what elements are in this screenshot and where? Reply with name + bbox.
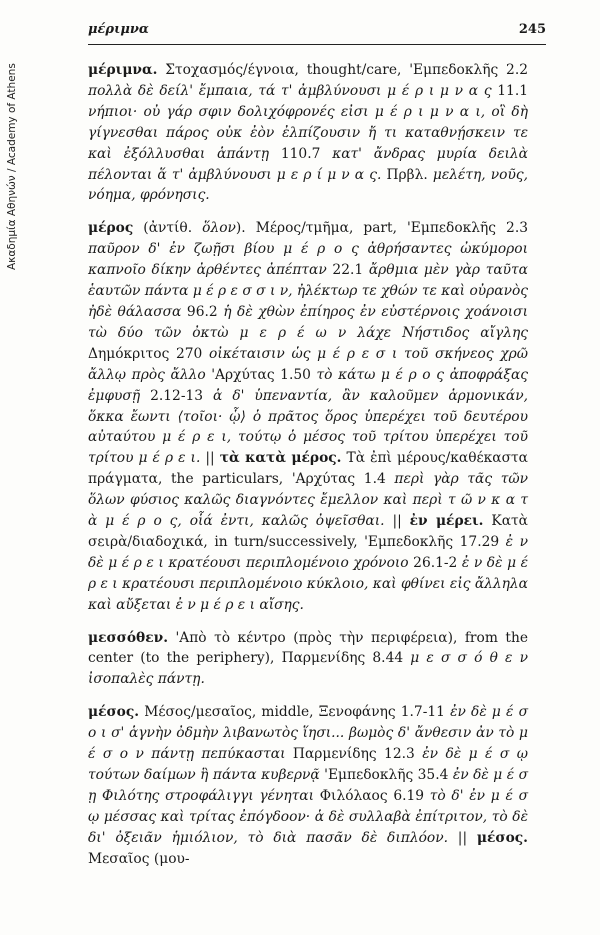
quotation-text: ἐν δὲ μ έ σ ο ι σ' ἁγνὴν ὀδμὴν λιβανωτὸς ἵησι... βωμὸς δ' ἄνθεσιν ἀν τὸ μ έ σ ο ν πάντῃ πεπύκασται [88,704,528,763]
entries-column [88,60,528,882]
entry-text: 26.1-2 [408,554,462,571]
quotation-text: μ ε σ σ ό θ ε ν ἰσοπαλὲς πάντῃ. [88,650,528,688]
entry-text: || [384,513,410,530]
entry-text: 22.1 [326,262,369,279]
entry-text: Παρμενίδης 12.3 [285,746,423,763]
running-head-word: μέριμνα [88,22,149,37]
quotation-text: οἰκέταισιν ὡς μ έ ρ ε σ ι τοῦ σκήνεος χρῶ ἄλλῳ πρὸς ἄλλο [88,345,528,383]
quotation-text: ὅλον [202,220,236,237]
entry-headword: μέσος. [88,704,140,721]
entry-text: 2.12-13 [140,387,214,404]
header-rule [88,44,546,45]
dictionary-entry [88,702,528,869]
quotation-text: μελέτη, νοῦς, νόημα, φρόνησις. [88,166,528,204]
entry-text: Πρβλ. [381,166,433,183]
page-number: 245 [518,22,546,37]
quotation-text: ἐ ν δὲ μ έ ρ ε ι κρατέουσι περιπλομένοιο κύκλοιο, καὶ φθίνει εἰς ἄλληλα καὶ αὔξεται ἐ ν μ έ ρ ε ι αἴσης. [88,554,529,613]
entry-text: 110.7 [269,145,333,162]
quotation-text: ἄρθμια μὲν γὰρ ταῦτα ἑαυτῶν πάντα μ έ ρ ε σ σ ι ν, ἠλέκτωρ τε χθών τε καὶ οὐρανὸς ἠδὲ θάλασσα [88,262,528,320]
subentry-phrase: ἐν μέρει. [409,513,484,530]
entry-text: 'Αρχύτας 1.50 [205,366,317,383]
quotation-text: κατ' ἄνδρας μυρία δειλὰ πέλονται ἅ τ' ἀμβλύνουσι μ ε ρ ί μ ν α ς. [88,145,528,183]
subentry-phrase: μέσος. [476,829,528,846]
entry-text: ). Μέρος/τμῆμα, part, 'Εμπεδοκλῆς 2.3 [235,220,528,237]
entry-headword: μεσσόθεν. [88,629,168,646]
entry-text: Τὰ ἐπὶ μέρους/καθέκαστα πράγματα, the particulars, 'Αρχύτας 1.4 [88,450,528,488]
subentry-phrase: τὰ κατὰ μέρος. [219,450,342,467]
entry-text: Μεσαῖος (μου- [88,850,190,867]
side-watermark: Ακαδημία Αθηνών / Academy of Athens [6,63,18,270]
quotation-text: ἡ δὲ χθὼν ἐπίηρος ἐν εὐστέρνοις χοάνοισι τὼ δύο τῶν ὀκτὼ μ ε ρ έ ω ν λάχε Νήστιδος αἴγλης [88,303,528,341]
entry-headword: μέρος [88,220,134,237]
entry-text: Φιλόλαος 6.19 [314,787,430,804]
quotation-text: τὸ δ' ἐν μ έ σ ῳ μέσσας καὶ τρίτας ἐπόγδοον· ἁ δὲ συλλαβὰ ἐπίτριτον, τὸ δὲ δι' ὀξειᾶν ἡμιόλιον, τὸ διὰ πασᾶν δὲ διπλόον. [88,787,529,846]
quotation-text: ἐ ν δὲ μ έ ρ ε ι κρατέουσι περιπλομένοιο χρόνοιο [88,533,528,571]
quotation-text: ἐν δὲ μ έ σ ῳ τούτων δαίμων ἣ πάντα κυβερνᾷ [88,746,528,783]
entry-text: 11.1 [491,82,528,99]
entry-text: || [447,829,477,846]
quotation-text: τὸ κάτω μ έ ρ ο ς ἀποφράξας ἐμφυσῇ [88,366,529,404]
entry-text: (ἀντίθ. [133,220,203,237]
entry-text: || [200,450,220,467]
quotation-text: ἐν δὲ μ έ σ ῃ Φιλότης στροφάλιγγι γένηται [88,767,528,804]
quotation-text: πολλὰ δὲ δείλ' ἔμπαια, τά τ' ἀμβλύνουσι μ έ ρ ι μ ν α ς [88,82,492,99]
entry-text: Δημόκριτος 270 [88,345,210,362]
entry-text: 96.2 [181,303,224,320]
dictionary-entry [88,60,528,206]
entry-headword: μέριμνα. [88,62,158,78]
running-head [88,22,546,42]
quotation-text: παῦρον δ' ἐν ζωῇσι βίου μ έ ρ ο ς ἀθρήσαντες ὠκύμοροι καπνοῖο δίκην ἀρθέντες ἀπέπταν [88,241,528,279]
entry-text: Μέσος/μεσαῖος, middle, Ξενοφάνης 1.7-11 [139,704,451,721]
quotation-text: νήπιοι· οὐ γάρ σφιν δολιχόφρονές εἰσι μ έ ρ ι μ ν α ι, οἳ δὴ γίγνεσθαι πάρος οὐκ ἐὸν ἐλπίζουσιν ἤ τι καταθνῄσκειν τε καὶ ἐξόλλυσθαι ἁπάντῃ [88,103,528,162]
entry-text: 'Εμπεδοκλῆς 35.4 [319,767,453,783]
entry-text: Κατὰ σειρὰ/διαδοχικά, in turn/successively, 'Εμπεδοκλῆς 17.29 [88,513,528,550]
entry-text: Στοχασμός/έγνοια, thought/care, 'Εμπεδοκλῆς 2.2 [157,62,528,78]
quotation-text: περὶ γὰρ τᾶς τῶν ὅλων φύσιος καλῶς διαγνόντες ἔμελλον καὶ περὶ τ ῶ ν κ α τ ὰ μ έ ρ ο ς, οἷά ἐντι, καλῶς ὀψεῖσθαι. [88,471,528,530]
entry-text: 'Απὸ τὸ κέντρο (πρὸς τὴν περιφέρεια), from the center (to the periphery), Παρμενίδης 8.44 [88,629,528,667]
dictionary-entry [88,628,528,691]
dictionary-entry [88,218,528,615]
quotation-text: ἁ δ' ὑπεναντία, ἂν καλοῦμεν ἁρμονικάν, ὅκκα ἔωντι ⟨τοῖοι· ᾧ⟩ ὁ πρᾶτος ὅρος ὑπερέχει τοῦ δευτέρου αὐταύτου μ έ ρ ε ι, τούτῳ ὁ μέσος τοῦ τρίτου ὑπερέχει τοῦ τρίτου μ έ ρ ε ι. [88,387,528,467]
